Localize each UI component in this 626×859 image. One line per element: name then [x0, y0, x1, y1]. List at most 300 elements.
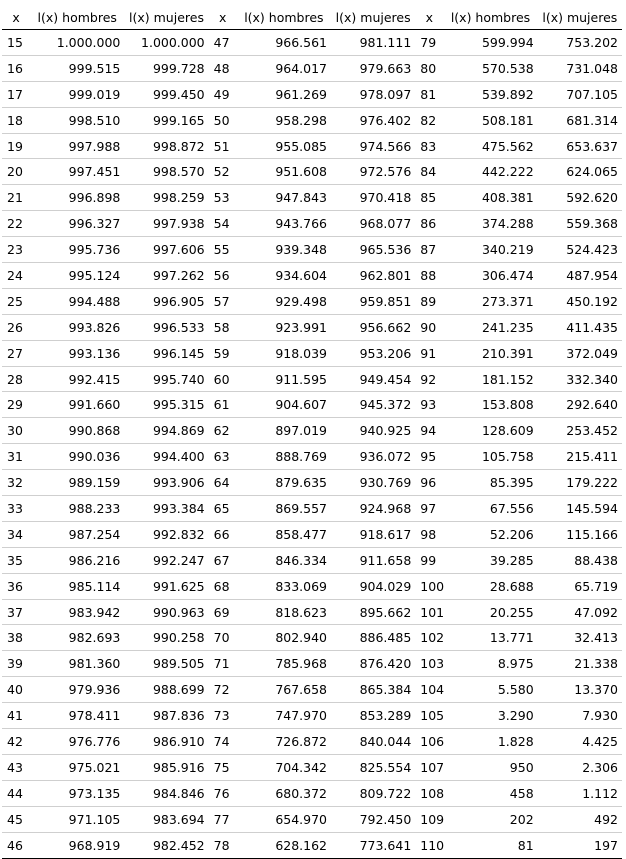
age-cell: 106 — [415, 729, 443, 755]
lx-hombres-cell: 978.411 — [30, 703, 124, 729]
lx-mujeres-cell: 653.637 — [538, 133, 622, 159]
age-cell: 43 — [2, 754, 30, 780]
lx-mujeres-cell: 949.454 — [331, 366, 415, 392]
lx-hombres-cell: 81 — [443, 832, 537, 858]
lx-hombres-cell: 986.216 — [30, 547, 124, 573]
age-cell: 69 — [209, 599, 237, 625]
lx-hombres-cell: 570.538 — [443, 55, 537, 81]
age-cell: 87 — [415, 237, 443, 263]
column-header: l(x) hombres — [30, 5, 124, 30]
lx-mujeres-cell: 904.029 — [331, 573, 415, 599]
lx-mujeres-cell: 979.663 — [331, 55, 415, 81]
lx-mujeres-cell: 985.916 — [124, 754, 208, 780]
table-row — [2, 392, 622, 418]
table-row — [2, 677, 622, 703]
lx-hombres-cell: 3.290 — [443, 703, 537, 729]
age-cell: 89 — [415, 288, 443, 314]
column-header: l(x) mujeres — [331, 5, 415, 30]
age-cell: 56 — [209, 263, 237, 289]
lx-hombres-cell: 947.843 — [237, 185, 331, 211]
lx-mujeres-cell: 731.048 — [538, 55, 622, 81]
table-header — [2, 5, 622, 30]
lx-hombres-cell: 989.159 — [30, 470, 124, 496]
lx-mujeres-cell: 983.694 — [124, 806, 208, 832]
age-cell: 95 — [415, 444, 443, 470]
table-row — [2, 496, 622, 522]
age-cell: 102 — [415, 625, 443, 651]
lx-mujeres-cell: 492 — [538, 806, 622, 832]
lx-hombres-cell: 802.940 — [237, 625, 331, 651]
lx-mujeres-cell: 681.314 — [538, 107, 622, 133]
age-cell: 19 — [2, 133, 30, 159]
lx-mujeres-cell: 998.872 — [124, 133, 208, 159]
table-row — [2, 340, 622, 366]
lx-hombres-cell: 918.039 — [237, 340, 331, 366]
lx-mujeres-cell: 999.165 — [124, 107, 208, 133]
lx-hombres-cell: 408.381 — [443, 185, 537, 211]
table-row — [2, 806, 622, 832]
lx-hombres-cell: 997.451 — [30, 159, 124, 185]
lx-hombres-cell: 964.017 — [237, 55, 331, 81]
lx-hombres-cell: 202 — [443, 806, 537, 832]
age-cell: 32 — [2, 470, 30, 496]
age-cell: 34 — [2, 521, 30, 547]
table-row — [2, 547, 622, 573]
age-cell: 54 — [209, 211, 237, 237]
lx-hombres-cell: 306.474 — [443, 263, 537, 289]
age-cell: 82 — [415, 107, 443, 133]
table-row — [2, 211, 622, 237]
table-row — [2, 133, 622, 159]
lx-hombres-cell: 20.255 — [443, 599, 537, 625]
lx-hombres-cell: 599.994 — [443, 30, 537, 56]
lx-mujeres-cell: 47.092 — [538, 599, 622, 625]
lx-hombres-cell: 374.288 — [443, 211, 537, 237]
age-cell: 88 — [415, 263, 443, 289]
age-cell: 105 — [415, 703, 443, 729]
lx-hombres-cell: 943.766 — [237, 211, 331, 237]
lx-mujeres-cell: 988.699 — [124, 677, 208, 703]
age-cell: 98 — [415, 521, 443, 547]
lx-hombres-cell: 888.769 — [237, 444, 331, 470]
lx-mujeres-cell: 999.450 — [124, 81, 208, 107]
lx-mujeres-cell: 940.925 — [331, 418, 415, 444]
age-cell: 94 — [415, 418, 443, 444]
lx-mujeres-cell: 993.906 — [124, 470, 208, 496]
lx-mujeres-cell: 996.905 — [124, 288, 208, 314]
lx-mujeres-cell: 197 — [538, 832, 622, 858]
age-cell: 22 — [2, 211, 30, 237]
lx-hombres-cell: 968.919 — [30, 832, 124, 858]
table-row — [2, 729, 622, 755]
lx-hombres-cell: 929.498 — [237, 288, 331, 314]
lx-mujeres-cell: 524.423 — [538, 237, 622, 263]
lx-mujeres-cell: 115.166 — [538, 521, 622, 547]
lx-hombres-cell: 990.036 — [30, 444, 124, 470]
lx-mujeres-cell: 991.625 — [124, 573, 208, 599]
table-row — [2, 470, 622, 496]
lx-mujeres-cell: 911.658 — [331, 547, 415, 573]
lx-hombres-cell: 210.391 — [443, 340, 537, 366]
column-header: x — [415, 5, 443, 30]
lx-hombres-cell: 846.334 — [237, 547, 331, 573]
lx-mujeres-cell: 592.620 — [538, 185, 622, 211]
lx-hombres-cell: 955.085 — [237, 133, 331, 159]
lx-mujeres-cell: 411.435 — [538, 314, 622, 340]
lx-mujeres-cell: 982.452 — [124, 832, 208, 858]
age-cell: 49 — [209, 81, 237, 107]
lx-hombres-cell: 680.372 — [237, 780, 331, 806]
lx-hombres-cell: 939.348 — [237, 237, 331, 263]
lx-mujeres-cell: 994.869 — [124, 418, 208, 444]
age-cell: 28 — [2, 366, 30, 392]
lx-mujeres-cell: 21.338 — [538, 651, 622, 677]
lx-hombres-cell: 973.135 — [30, 780, 124, 806]
lx-mujeres-cell: 995.315 — [124, 392, 208, 418]
age-cell: 24 — [2, 263, 30, 289]
lx-hombres-cell: 961.269 — [237, 81, 331, 107]
lx-mujeres-cell: 987.836 — [124, 703, 208, 729]
lx-mujeres-cell: 2.306 — [538, 754, 622, 780]
table-row — [2, 651, 622, 677]
lx-mujeres-cell: 984.846 — [124, 780, 208, 806]
lx-mujeres-cell: 825.554 — [331, 754, 415, 780]
lx-mujeres-cell: 624.065 — [538, 159, 622, 185]
lx-mujeres-cell: 974.566 — [331, 133, 415, 159]
lx-mujeres-cell: 487.954 — [538, 263, 622, 289]
age-cell: 39 — [2, 651, 30, 677]
lx-mujeres-cell: 995.740 — [124, 366, 208, 392]
lx-mujeres-cell: 924.968 — [331, 496, 415, 522]
lx-hombres-cell: 241.235 — [443, 314, 537, 340]
lx-hombres-cell: 726.872 — [237, 729, 331, 755]
lx-hombres-cell: 911.595 — [237, 366, 331, 392]
age-cell: 75 — [209, 754, 237, 780]
lx-hombres-cell: 982.693 — [30, 625, 124, 651]
lx-hombres-cell: 958.298 — [237, 107, 331, 133]
lx-mujeres-cell: 332.340 — [538, 366, 622, 392]
lx-hombres-cell: 67.556 — [443, 496, 537, 522]
age-cell: 33 — [2, 496, 30, 522]
age-cell: 15 — [2, 30, 30, 56]
age-cell: 64 — [209, 470, 237, 496]
age-cell: 65 — [209, 496, 237, 522]
age-cell: 59 — [209, 340, 237, 366]
age-cell: 23 — [2, 237, 30, 263]
age-cell: 72 — [209, 677, 237, 703]
age-cell: 96 — [415, 470, 443, 496]
lx-mujeres-cell: 997.938 — [124, 211, 208, 237]
lx-hombres-cell: 988.233 — [30, 496, 124, 522]
lx-hombres-cell: 818.623 — [237, 599, 331, 625]
age-cell: 71 — [209, 651, 237, 677]
lx-mujeres-cell: 986.910 — [124, 729, 208, 755]
age-cell: 107 — [415, 754, 443, 780]
age-cell: 100 — [415, 573, 443, 599]
lx-mujeres-cell: 707.105 — [538, 81, 622, 107]
lx-hombres-cell: 998.510 — [30, 107, 124, 133]
lx-hombres-cell: 1.000.000 — [30, 30, 124, 56]
age-cell: 70 — [209, 625, 237, 651]
lx-hombres-cell: 991.660 — [30, 392, 124, 418]
age-cell: 46 — [2, 832, 30, 858]
lx-mujeres-cell: 997.262 — [124, 263, 208, 289]
lx-hombres-cell: 996.898 — [30, 185, 124, 211]
lx-hombres-cell: 904.607 — [237, 392, 331, 418]
table-row — [2, 263, 622, 289]
lx-hombres-cell: 628.162 — [237, 832, 331, 858]
lx-mujeres-cell: 7.930 — [538, 703, 622, 729]
table-row — [2, 185, 622, 211]
age-cell: 60 — [209, 366, 237, 392]
lx-mujeres-cell: 895.662 — [331, 599, 415, 625]
table-row — [2, 237, 622, 263]
lx-hombres-cell: 994.488 — [30, 288, 124, 314]
lx-hombres-cell: 704.342 — [237, 754, 331, 780]
age-cell: 58 — [209, 314, 237, 340]
age-cell: 86 — [415, 211, 443, 237]
age-cell: 45 — [2, 806, 30, 832]
lx-hombres-cell: 747.970 — [237, 703, 331, 729]
age-cell: 97 — [415, 496, 443, 522]
age-cell: 30 — [2, 418, 30, 444]
age-cell: 17 — [2, 81, 30, 107]
table-row — [2, 288, 622, 314]
lx-mujeres-cell: 993.384 — [124, 496, 208, 522]
lx-hombres-cell: 879.635 — [237, 470, 331, 496]
age-cell: 18 — [2, 107, 30, 133]
lx-mujeres-cell: 999.728 — [124, 55, 208, 81]
lx-mujeres-cell: 978.097 — [331, 81, 415, 107]
lx-hombres-cell: 983.942 — [30, 599, 124, 625]
age-cell: 47 — [209, 30, 237, 56]
lx-hombres-cell: 128.609 — [443, 418, 537, 444]
lx-mujeres-cell: 179.222 — [538, 470, 622, 496]
lx-hombres-cell: 654.970 — [237, 806, 331, 832]
lx-hombres-cell: 5.580 — [443, 677, 537, 703]
lx-hombres-cell: 950 — [443, 754, 537, 780]
age-cell: 40 — [2, 677, 30, 703]
lx-hombres-cell: 475.562 — [443, 133, 537, 159]
lx-mujeres-cell: 886.485 — [331, 625, 415, 651]
table-row — [2, 55, 622, 81]
column-header: x — [2, 5, 30, 30]
lx-mujeres-cell: 930.769 — [331, 470, 415, 496]
table-body — [2, 30, 622, 859]
lx-hombres-cell: 869.557 — [237, 496, 331, 522]
age-cell: 76 — [209, 780, 237, 806]
lx-hombres-cell: 987.254 — [30, 521, 124, 547]
lx-mujeres-cell: 32.413 — [538, 625, 622, 651]
age-cell: 27 — [2, 340, 30, 366]
lx-hombres-cell: 508.181 — [443, 107, 537, 133]
age-cell: 78 — [209, 832, 237, 858]
lx-hombres-cell: 999.019 — [30, 81, 124, 107]
lx-mujeres-cell: 865.384 — [331, 677, 415, 703]
lx-mujeres-cell: 853.289 — [331, 703, 415, 729]
lx-hombres-cell: 996.327 — [30, 211, 124, 237]
age-cell: 29 — [2, 392, 30, 418]
lx-mujeres-cell: 1.112 — [538, 780, 622, 806]
age-cell: 109 — [415, 806, 443, 832]
table-row — [2, 444, 622, 470]
lx-mujeres-cell: 13.370 — [538, 677, 622, 703]
age-cell: 68 — [209, 573, 237, 599]
age-cell: 16 — [2, 55, 30, 81]
lx-hombres-cell: 105.758 — [443, 444, 537, 470]
lx-mujeres-cell: 981.111 — [331, 30, 415, 56]
age-cell: 77 — [209, 806, 237, 832]
lx-mujeres-cell: 962.801 — [331, 263, 415, 289]
lx-hombres-cell: 990.868 — [30, 418, 124, 444]
age-cell: 90 — [415, 314, 443, 340]
lx-mujeres-cell: 65.719 — [538, 573, 622, 599]
lx-hombres-cell: 28.688 — [443, 573, 537, 599]
lx-hombres-cell: 8.975 — [443, 651, 537, 677]
age-cell: 44 — [2, 780, 30, 806]
lx-hombres-cell: 52.206 — [443, 521, 537, 547]
table-row — [2, 780, 622, 806]
table-row — [2, 314, 622, 340]
table-row — [2, 625, 622, 651]
lx-mujeres-cell: 996.145 — [124, 340, 208, 366]
lx-mujeres-cell: 4.425 — [538, 729, 622, 755]
age-cell: 103 — [415, 651, 443, 677]
lx-mujeres-cell: 918.617 — [331, 521, 415, 547]
lx-hombres-cell: 85.395 — [443, 470, 537, 496]
lx-mujeres-cell: 753.202 — [538, 30, 622, 56]
age-cell: 35 — [2, 547, 30, 573]
age-cell: 36 — [2, 573, 30, 599]
lx-hombres-cell: 975.021 — [30, 754, 124, 780]
table-row — [2, 30, 622, 56]
column-header: x — [209, 5, 237, 30]
age-cell: 91 — [415, 340, 443, 366]
lx-mujeres-cell: 145.594 — [538, 496, 622, 522]
lx-mujeres-cell: 953.206 — [331, 340, 415, 366]
lx-hombres-cell: 934.604 — [237, 263, 331, 289]
age-cell: 20 — [2, 159, 30, 185]
lx-hombres-cell: 13.771 — [443, 625, 537, 651]
age-cell: 62 — [209, 418, 237, 444]
lx-mujeres-cell: 970.418 — [331, 185, 415, 211]
lx-mujeres-cell: 559.368 — [538, 211, 622, 237]
age-cell: 57 — [209, 288, 237, 314]
age-cell: 42 — [2, 729, 30, 755]
lx-hombres-cell: 153.808 — [443, 392, 537, 418]
age-cell: 73 — [209, 703, 237, 729]
lx-mujeres-cell: 994.400 — [124, 444, 208, 470]
age-cell: 67 — [209, 547, 237, 573]
lx-hombres-cell: 993.136 — [30, 340, 124, 366]
life-table — [2, 5, 622, 859]
table-row — [2, 754, 622, 780]
table-row — [2, 418, 622, 444]
age-cell: 21 — [2, 185, 30, 211]
column-header: l(x) mujeres — [538, 5, 622, 30]
table-row — [2, 107, 622, 133]
age-cell: 79 — [415, 30, 443, 56]
lx-hombres-cell: 442.222 — [443, 159, 537, 185]
table-row — [2, 703, 622, 729]
lx-mujeres-cell: 773.641 — [331, 832, 415, 858]
age-cell: 84 — [415, 159, 443, 185]
age-cell: 50 — [209, 107, 237, 133]
age-cell: 41 — [2, 703, 30, 729]
age-cell: 52 — [209, 159, 237, 185]
lx-hombres-cell: 39.285 — [443, 547, 537, 573]
lx-mujeres-cell: 876.420 — [331, 651, 415, 677]
lx-mujeres-cell: 1.000.000 — [124, 30, 208, 56]
lx-hombres-cell: 997.988 — [30, 133, 124, 159]
age-cell: 63 — [209, 444, 237, 470]
table-row — [2, 573, 622, 599]
age-cell: 25 — [2, 288, 30, 314]
lx-hombres-cell: 767.658 — [237, 677, 331, 703]
lx-hombres-cell: 923.991 — [237, 314, 331, 340]
lx-mujeres-cell: 996.533 — [124, 314, 208, 340]
age-cell: 61 — [209, 392, 237, 418]
lx-hombres-cell: 539.892 — [443, 81, 537, 107]
lx-hombres-cell: 976.776 — [30, 729, 124, 755]
lx-hombres-cell: 979.936 — [30, 677, 124, 703]
lx-hombres-cell: 951.608 — [237, 159, 331, 185]
age-cell: 55 — [209, 237, 237, 263]
lx-mujeres-cell: 945.372 — [331, 392, 415, 418]
lx-hombres-cell: 833.069 — [237, 573, 331, 599]
age-cell: 80 — [415, 55, 443, 81]
column-header: l(x) hombres — [237, 5, 331, 30]
lx-mujeres-cell: 809.722 — [331, 780, 415, 806]
header-row — [2, 5, 622, 30]
lx-mujeres-cell: 840.044 — [331, 729, 415, 755]
table-row — [2, 81, 622, 107]
lx-hombres-cell: 999.515 — [30, 55, 124, 81]
lx-hombres-cell: 966.561 — [237, 30, 331, 56]
lx-hombres-cell: 273.371 — [443, 288, 537, 314]
age-cell: 51 — [209, 133, 237, 159]
lx-mujeres-cell: 972.576 — [331, 159, 415, 185]
age-cell: 85 — [415, 185, 443, 211]
lx-mujeres-cell: 959.851 — [331, 288, 415, 314]
age-cell: 110 — [415, 832, 443, 858]
age-cell: 38 — [2, 625, 30, 651]
lx-mujeres-cell: 990.963 — [124, 599, 208, 625]
age-cell: 104 — [415, 677, 443, 703]
lx-hombres-cell: 858.477 — [237, 521, 331, 547]
age-cell: 74 — [209, 729, 237, 755]
lx-mujeres-cell: 990.258 — [124, 625, 208, 651]
lx-mujeres-cell: 253.452 — [538, 418, 622, 444]
lx-mujeres-cell: 998.570 — [124, 159, 208, 185]
lx-hombres-cell: 981.360 — [30, 651, 124, 677]
lx-hombres-cell: 985.114 — [30, 573, 124, 599]
lx-mujeres-cell: 965.536 — [331, 237, 415, 263]
age-cell: 26 — [2, 314, 30, 340]
age-cell: 92 — [415, 366, 443, 392]
lx-mujeres-cell: 968.077 — [331, 211, 415, 237]
lx-hombres-cell: 458 — [443, 780, 537, 806]
age-cell: 66 — [209, 521, 237, 547]
age-cell: 99 — [415, 547, 443, 573]
column-header: l(x) hombres — [443, 5, 537, 30]
age-cell: 31 — [2, 444, 30, 470]
age-cell: 81 — [415, 81, 443, 107]
lx-hombres-cell: 785.968 — [237, 651, 331, 677]
lx-mujeres-cell: 989.505 — [124, 651, 208, 677]
lx-mujeres-cell: 992.247 — [124, 547, 208, 573]
lx-mujeres-cell: 292.640 — [538, 392, 622, 418]
